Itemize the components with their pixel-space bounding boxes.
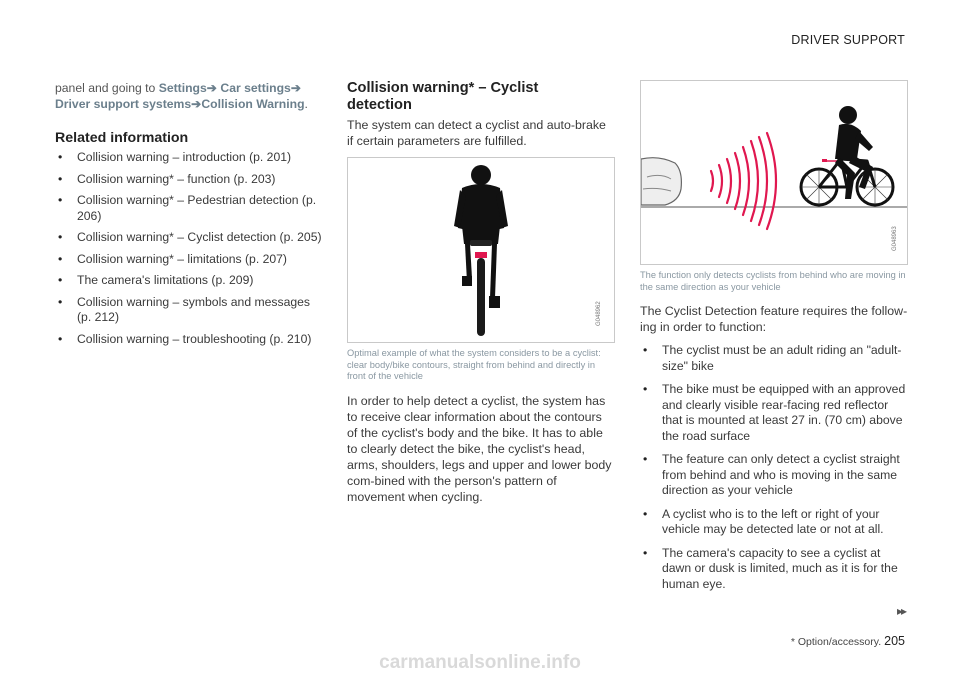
figure-caption: The function only detects cyclists from behind who are moving in the same direction as your vehicle bbox=[640, 270, 906, 292]
intro-prefix: panel and going to bbox=[55, 81, 156, 95]
page-number: 205 bbox=[884, 634, 905, 648]
intro-suffix: . bbox=[304, 97, 308, 111]
requirement-item: • The feature can only detect a cyclist straight from behind and who is moving in the same direction as your vehicle bbox=[640, 452, 908, 499]
requirement-item: • A cyclist who is to the left or right of your vehicle may be detected late or not at all. bbox=[640, 507, 908, 538]
related-link[interactable]: • Collision warning* – function (p. 203) bbox=[55, 172, 325, 188]
menu-car-settings: Car settings bbox=[220, 81, 291, 95]
requirement-item: • The camera's capacity to see a cyclist at dawn or dusk is limited, much as it is for the human eye. bbox=[640, 546, 908, 593]
requirements-list bbox=[640, 343, 908, 592]
footer-note: * Option/accessory. bbox=[790, 636, 882, 648]
related-link[interactable]: • Collision warning* – Pedestrian detection (p. 206) bbox=[55, 193, 325, 224]
footer bbox=[791, 634, 905, 648]
related-link[interactable]: • Collision warning – symbols and messages (p. 212) bbox=[55, 295, 325, 326]
requirements-intro: The Cyclist Detection feature requires the follow-ing in order to function: bbox=[640, 304, 908, 334]
column-3 bbox=[640, 80, 908, 600]
section-body: In order to help detect a cyclist, the system has to receive clear information about the contours of the cyclist's body and the bike. It has to able to clearly detect the bike, the cyclist's head, arms, shoulders, legs and upper and lower body com-bined with the person's pattern of movement when cycling. bbox=[347, 393, 612, 504]
cyclist-side-figure bbox=[640, 80, 908, 265]
related-information-heading: Related information bbox=[55, 130, 189, 146]
related-link[interactable]: • Collision warning – introduction (p. 201) bbox=[55, 150, 325, 166]
menu-collision-warning: Collision Warning bbox=[201, 97, 305, 111]
related-information-list bbox=[55, 150, 325, 347]
related-link[interactable]: • The camera's limitations (p. 209) bbox=[55, 273, 325, 289]
cyclist-rear-illustration bbox=[348, 158, 614, 342]
column-1 bbox=[55, 80, 325, 353]
next-page-arrows-icon: ▸▸ bbox=[896, 604, 905, 618]
section-title: Collision warning* – Cyclist detection bbox=[347, 80, 539, 113]
related-link[interactable]: • Collision warning* – Cyclist detection (p. 205) bbox=[55, 230, 325, 246]
arrow-right-icon: ➔ bbox=[206, 81, 217, 95]
column-2 bbox=[347, 80, 615, 505]
menu-driver-support: Driver support systems bbox=[55, 97, 192, 111]
arrow-right-icon: ➔ bbox=[290, 81, 302, 95]
figure-id: G048962 bbox=[596, 301, 602, 326]
cyclist-side-illustration bbox=[641, 81, 907, 264]
figure-id: G048963 bbox=[892, 226, 898, 251]
section-header-title: DRIVER SUPPORT bbox=[791, 33, 905, 47]
menu-settings: Settings bbox=[158, 81, 207, 95]
arrow-right-icon: ➔ bbox=[191, 97, 202, 111]
cyclist-rear-figure bbox=[347, 157, 615, 343]
section-intro: The system can detect a cyclist and auto-brake if certain parameters are fulfilled. bbox=[347, 118, 606, 148]
related-link[interactable]: • Collision warning* – limitations (p. 207) bbox=[55, 252, 325, 268]
requirement-item: • The bike must be equipped with an approved and clearly visible rear-facing red reflector that is mounted at least 27 in. (70 cm) above the road surface bbox=[640, 382, 908, 444]
requirement-item: • The cyclist must be an adult riding an "adult-size" bike bbox=[640, 343, 908, 374]
figure-caption: Optimal example of what the system considers to be a cyclist: clear body/bike contours, straight from behind and directly in front of the vehicle bbox=[347, 348, 601, 381]
watermark: carmanualsonline.info bbox=[379, 652, 581, 673]
related-link[interactable]: • Collision warning – troubleshooting (p. 210) bbox=[55, 332, 325, 348]
menu-path-text bbox=[55, 80, 325, 112]
